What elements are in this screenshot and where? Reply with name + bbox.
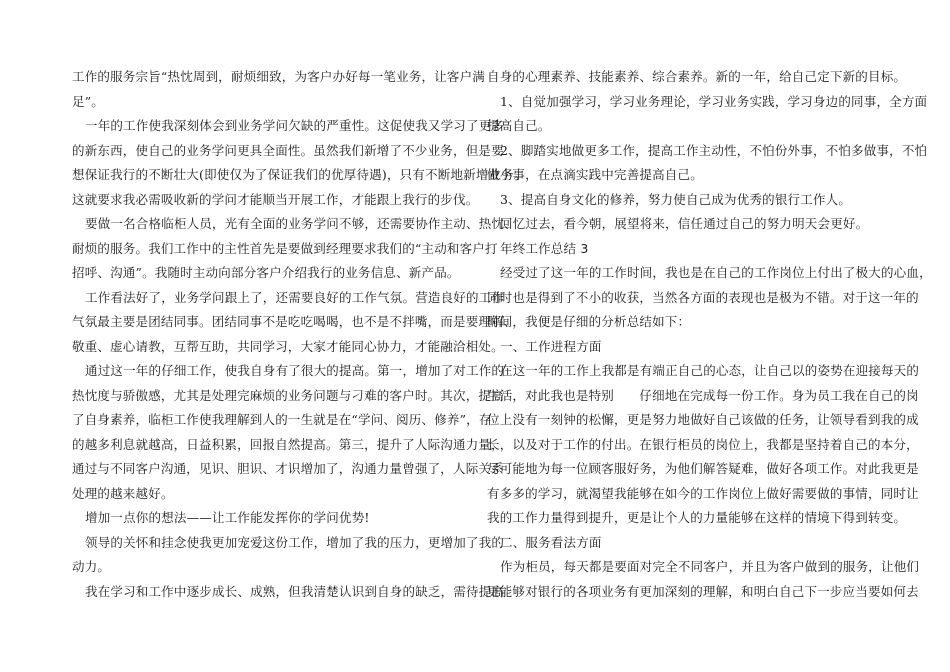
text-line: 自身的心理素养、技能素养、综合素养。新的一年，给自己定下新的目标。 — [487, 69, 907, 84]
text-line: 足”。 — [72, 93, 104, 109]
right-text-column — [487, 65, 932, 604]
text-line: 回忆过去，看今朝，展望将来，信任通过自己的努力明天会更好。 — [500, 216, 869, 231]
text-line: 更能够对银行的各项业务有更加深刻的理解，和明白自己下一步应当要如何去 — [487, 583, 919, 599]
text-line: 有多多的学习，就渴望我能够在如今的工作岗位上做好需要做的事情，同时让 — [487, 485, 919, 501]
text-line: 1、自觉加强学习，学习业务理论，学习业务实践，学习身边的同事，全方面 — [500, 93, 928, 109]
text-line: 工作看法好了，业务学问跟上了，还需要良好的工作气氛。营造良好的工作 — [85, 289, 505, 305]
text-line: 耐烦的服务。我们工作中的主性首先是要做到经理要求我们的“主动和客户打 — [72, 240, 498, 256]
text-line: 同时也是得到了不小的收获，当然各方面的表现也是极为不错。对于这一年的 — [487, 289, 919, 305]
text-line: 通过这一年的仔细工作，使我自身有了很大的提高。第一，增加了对工作的 — [85, 363, 505, 378]
text-line: 二、服务看法方面 — [500, 534, 602, 550]
text-line: 提高自己。 — [487, 118, 551, 133]
text-line: 通过与不同客户沟通，见识、胆识、才识增加了，沟通力量曾强了，人际关系 — [72, 461, 504, 476]
text-line: 我的工作力量得到提升，更是让个人的力量能够在这样的情境下得到转变。 — [487, 510, 907, 525]
text-line: 了自身素养，临柜工作使我理解到人的一生就是在“学问、阅历、修养”，存 — [72, 412, 492, 427]
text-line: 的新东西，使自己的业务学问更具全面性。虽然我们新增了不少业务，但是要 — [72, 142, 504, 158]
text-line: 动力。 — [72, 559, 111, 574]
text-line: 想保证我行的不断壮大(即使仅为了保证我们的优厚待遇)，只有不断地新增业务。 — [72, 167, 527, 182]
text-line: 热忱度与骄傲感，尤其是处理完麻烦的业务问题与刁难的客户时。其次，提高 — [72, 387, 504, 403]
text-line: 增加一点你的想法——让工作能发挥你的学问优势! — [85, 510, 370, 525]
text-line: 3、提高自身文化的修养，努力使自己成为优秀的银行工作人。 — [500, 191, 852, 207]
text-line: 位上没有一刻钟的松懈，更是努力地做好自己该做的任务，让领导看到我的成 — [487, 412, 919, 427]
text-line: 在这一年的工作上我都是有端正自己的心态，让自己以的姿势在迎接每天的 — [500, 363, 920, 378]
text-line: 经受过了这一年的工作时间，我也是在自己的工作岗位上付出了极大的心血， — [500, 265, 932, 280]
text-line: 气氛最主要是团结同事。团结同事不是吃吃喝喝，也不是不拌嘴，而是要理解、 — [72, 314, 517, 329]
text-line: 尽可能地为每一位顾客服好务，为他们解答疑难，做好各项工作。对此我更是 — [487, 461, 919, 476]
text-line: 做小事，在点滴实践中完善提高自己。 — [487, 167, 703, 182]
text-line: 工作的服务宗旨“热忱周到，耐烦细致，为客户办好每一笔业务，让客户满 — [72, 69, 485, 84]
text-line: 一年的工作使我深刻体会到业务学问欠缺的严重性。这促使我又学习了更多 — [85, 118, 505, 133]
text-line: 时间，我便是仔细的分析总结如下： — [487, 314, 691, 329]
text-line: 处理的越来越好。 — [72, 485, 174, 501]
text-line: 一、工作进程方面 — [500, 338, 602, 354]
text-line: 的越多利息就越高，日益积累，回报自然提高。第三，提升了人际沟通力量， — [72, 436, 504, 452]
text-line: 生活，对此我也是特别 仔细地在完成每一份工作。身为员工我在自己的岗 — [487, 387, 919, 403]
text-line: 要做一名合格临柜人员，光有全面的业务学问不够，还需要协作主动、热忱、 — [85, 216, 517, 231]
text-line: 领导的关怀和挂念使我更加宠爱这份工作，增加了我的压力，更增加了我的 — [85, 534, 505, 550]
text-line: 作为柜员，每天都是要面对完全不同客户，并且为客户做到的服务，让他们 — [500, 559, 920, 574]
text-line: 招呼、沟通”。我随时主动向部分客户介绍我行的业务信息、新产品。 — [72, 265, 460, 280]
text-line: 这就要求我必需吸收新的学问才能顺当开展工作，才能跟上我行的步伐。 — [72, 191, 479, 207]
text-line: 我在学习和工作中逐步成长、成熟，但我清楚认识到自身的缺乏，需待提高 — [85, 583, 505, 599]
text-line: 长，以及对于工作的付出。在银行柜员的岗位上，我都是坚持着自己的本分， — [487, 436, 919, 452]
text-line: 敬重、虚心请教，互帮互助，共同学习，大家才能同心协力，才能融洽相处。 — [72, 338, 504, 354]
section-heading: 年终工作总结 3 — [500, 240, 589, 256]
text-line: 2、脚踏实地做更多工作，提高工作主动性，不怕份外事，不怕多做事，不怕 — [500, 142, 928, 158]
